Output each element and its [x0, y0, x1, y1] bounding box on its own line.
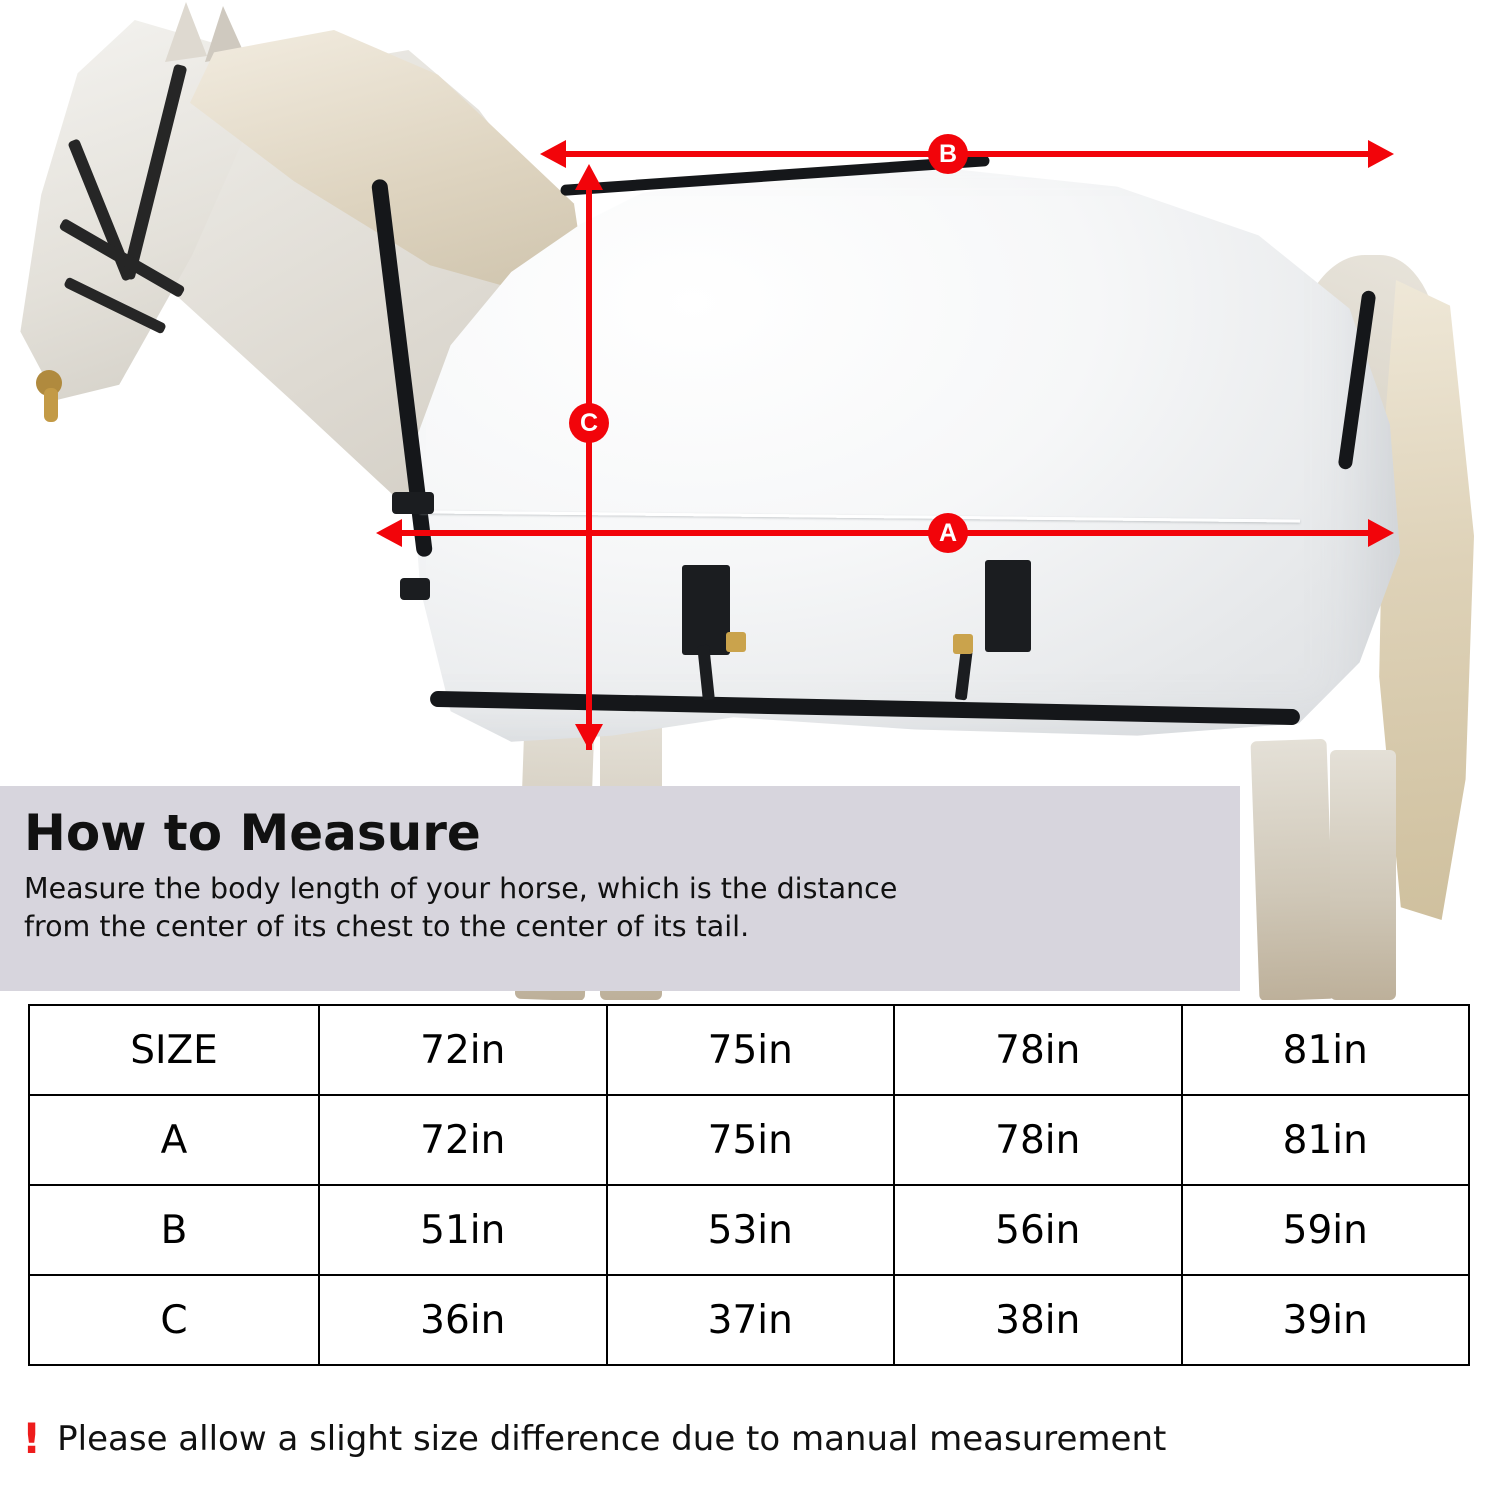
chest-closure-tab: [392, 492, 434, 514]
table-cell: 81in: [1182, 1005, 1470, 1095]
table-cell: 39in: [1182, 1275, 1470, 1365]
table-cell: 59in: [1182, 1185, 1470, 1275]
how-to-measure-line-1: Measure the body length of your horse, which is the distance: [24, 872, 898, 905]
measure-line-a: [394, 530, 1384, 536]
belly-strap-rear: [985, 560, 1031, 652]
table-cell-row-header-c: C: [29, 1275, 319, 1365]
table-cell: 37in: [607, 1275, 895, 1365]
exclamation-icon: !: [22, 1414, 42, 1463]
measure-badge-c: C: [569, 403, 609, 443]
table-row: [29, 1275, 1469, 1365]
size-chart-table: [28, 1004, 1470, 1366]
measure-line-c: [586, 180, 592, 750]
disclaimer-note: [22, 1414, 1492, 1463]
arrow-head-a-left-icon: [376, 519, 402, 547]
horse-hind-leg-left: [1250, 739, 1335, 1000]
table-row: [29, 1095, 1469, 1185]
arrow-head-c-bottom-icon: [575, 724, 603, 750]
table-cell: 38in: [894, 1275, 1182, 1365]
table-cell: 56in: [894, 1185, 1182, 1275]
how-to-measure-line-2: from the center of its chest to the center of its tail.: [24, 909, 750, 943]
table-cell-size-header: SIZE: [29, 1005, 319, 1095]
measure-line-b: [556, 151, 1384, 157]
table-cell: 78in: [894, 1005, 1182, 1095]
arrow-head-b-right-icon: [1368, 140, 1394, 168]
table-cell: 53in: [607, 1185, 895, 1275]
buckle-icon-front: [726, 632, 746, 652]
measure-badge-b: B: [928, 134, 968, 174]
table-row: [29, 1005, 1469, 1095]
belly-strap-front: [682, 565, 730, 655]
table-cell: 36in: [319, 1275, 607, 1365]
table-cell: 51in: [319, 1185, 607, 1275]
measure-badge-a: A: [928, 513, 968, 553]
table-cell-row-header-b: B: [29, 1185, 319, 1275]
arrow-head-a-right-icon: [1368, 519, 1394, 547]
arrow-head-b-left-icon: [540, 140, 566, 168]
halter-clip-icon: [44, 388, 58, 422]
table-cell: 81in: [1182, 1095, 1470, 1185]
table-cell: 72in: [319, 1005, 607, 1095]
how-to-measure-banner: [0, 786, 1240, 991]
table-cell: 78in: [894, 1095, 1182, 1185]
how-to-measure-title: How to Measure: [24, 804, 481, 862]
horse-hind-leg-right: [1330, 750, 1396, 1000]
table-row: [29, 1185, 1469, 1275]
chest-closure-tab-lower: [400, 578, 430, 600]
table-cell: 75in: [607, 1005, 895, 1095]
table-cell: 72in: [319, 1095, 607, 1185]
disclaimer-text: Please allow a slight size difference due to manual measurement: [57, 1419, 1167, 1459]
table-cell: 75in: [607, 1095, 895, 1185]
table-cell-row-header-a: A: [29, 1095, 319, 1185]
buckle-icon-rear: [953, 634, 973, 654]
arrow-head-c-top-icon: [575, 164, 603, 190]
